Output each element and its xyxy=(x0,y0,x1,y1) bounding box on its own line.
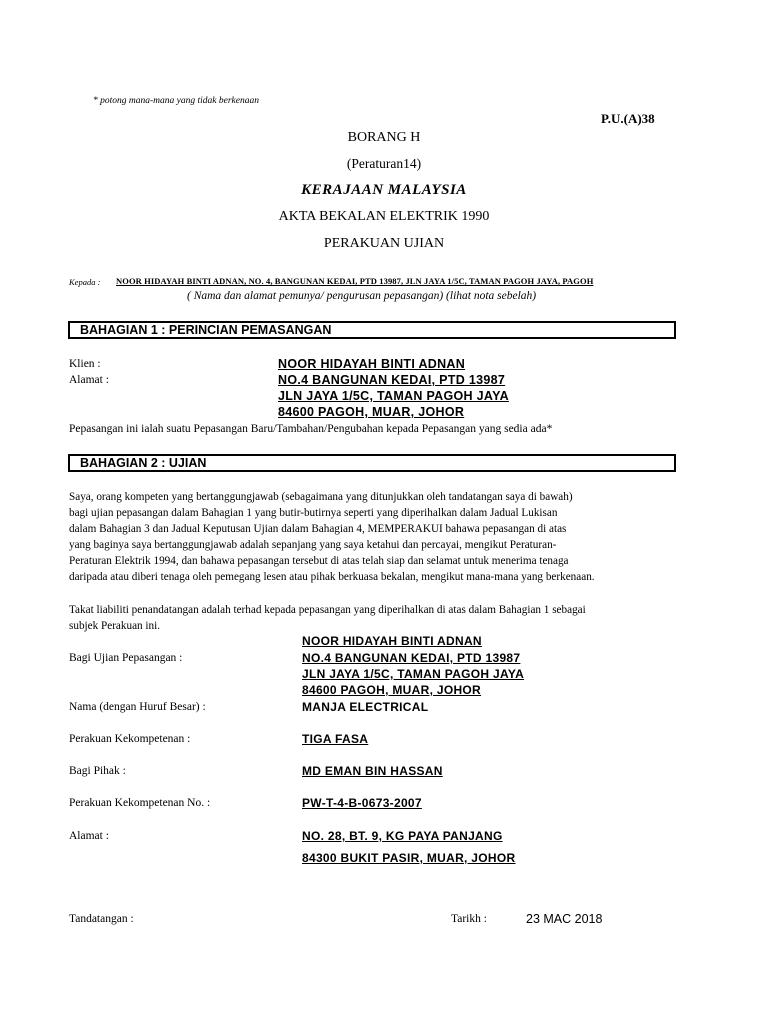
address-line: NO.4 BANGUNAN KEDAI, PTD 13987 xyxy=(278,373,506,387)
alamat-line: NO. 28, BT. 9, KG PAYA PANJANG xyxy=(302,829,503,843)
kepada-label: Kepada : xyxy=(69,277,101,287)
paragraph-line: Peraturan Elektrik 1994, dan bahawa pepasangan tersebut di atas telah siap dan selamat untuk menerima tenaga xyxy=(69,555,569,567)
form-title: BORANG H xyxy=(347,130,421,145)
address-line: 84600 PAGOH, MUAR, JOHOR xyxy=(278,405,465,419)
paragraph-line: subjek Perakuan ini. xyxy=(69,620,161,632)
kepada-value: NOOR HIDAYAH BINTI ADNAN, NO. 4, BANGUNAN KEDAI, PTD 13987, JLN JAYA 1/5C, TAMAN PAGOH JAYA, PAGOH xyxy=(116,276,594,286)
paragraph-line: dalam Bahagian 3 dan Jadual Keputusan Ujian dalam Bahagian 4, MEMPERAKUI bahawa pepasangan di atas xyxy=(69,523,567,535)
government-heading: KERAJAAN MALAYSIA xyxy=(301,182,467,198)
paragraph-line: daripada atau diberi tenaga oleh pemegang lesen atau pihak berkuasa bekalan, mengikut mana-mana yang berkenaan. xyxy=(69,571,595,583)
address-line: JLN JAYA 1/5C, TAMAN PAGOH JAYA xyxy=(278,389,509,403)
section-1-header: BAHAGIAN 1 : PERINCIAN PEMASANGAN xyxy=(68,321,676,339)
kompetensi-no-label: Perakuan Kekompetenan No. : xyxy=(69,797,211,809)
alamat-label: Alamat : xyxy=(69,374,109,386)
alamat-line: 84300 BUKIT PASIR, MUAR, JOHOR xyxy=(302,851,516,865)
tarikh-value: 23 MAC 2018 xyxy=(526,912,603,926)
section-2-header: BAHAGIAN 2 : UJIAN xyxy=(68,454,676,472)
paragraph-line: Saya, orang kompeten yang bertanggungjawab (sebagaimana yang ditunjukkan oleh tandatangan saya di bawah) xyxy=(69,491,573,503)
paragraph-line: Takat liabiliti penandatangan adalah terhad kepada pepasangan yang diperihalkan di atas dalam Bahagian 1 sebagai xyxy=(69,604,586,616)
act-heading: AKTA BEKALAN ELEKTRIK 1990 xyxy=(278,209,490,224)
klien-label: Klien : xyxy=(69,358,101,370)
paragraph-line: bagi ujian pepasangan dalam Bahagian 1 yang butir-butirnya seperti yang diperihalkan dalam Jadual Lukisan xyxy=(69,507,558,519)
tandatangan-label: Tandatangan : xyxy=(69,913,134,925)
pihak-value: MD EMAN BIN HASSAN xyxy=(302,764,443,778)
certificate-heading: PERAKUAN UJIAN xyxy=(323,236,445,251)
nama-label: Nama (dengan Huruf Besar) : xyxy=(69,701,206,713)
bagi-ujian-line: NOOR HIDAYAH BINTI ADNAN xyxy=(302,634,482,648)
strike-out-note: * potong mana-mana yang tidak berkenaan xyxy=(93,96,259,106)
kompetensi-value: TIGA FASA xyxy=(302,732,369,746)
bagi-ujian-line: NO.4 BANGUNAN KEDAI, PTD 13987 xyxy=(302,651,521,665)
nama-value: MANJA ELECTRICAL xyxy=(302,700,429,714)
paragraph-line: yang baginya saya bertanggungjawab adalah sepanjang yang saya ketahui dan percayai, mengikut Peraturan- xyxy=(69,539,557,551)
installation-statement: Pepasangan ini ialah suatu Pepasangan Baru/Tambahan/Pengubahan kepada Pepasangan yang sedia ada* xyxy=(69,423,553,435)
kompetensi-label: Perakuan Kekompetenan : xyxy=(69,733,191,745)
kompetensi-no-value: PW-T-4-B-0673-2007 xyxy=(302,796,422,810)
pihak-label: Bagi Pihak : xyxy=(69,765,126,777)
klien-value: NOOR HIDAYAH BINTI ADNAN xyxy=(278,357,466,371)
bagi-ujian-label: Bagi Ujian Pepasangan : xyxy=(69,652,183,664)
tarikh-label: Tarikh : xyxy=(451,913,487,925)
pu-reference: P.U.(A)38 xyxy=(601,111,655,126)
alamat-label: Alamat : xyxy=(69,830,109,842)
bagi-ujian-line: JLN JAYA 1/5C, TAMAN PAGOH JAYA xyxy=(302,667,525,681)
regulation-ref: (Peraturan14) xyxy=(346,156,422,171)
kepada-note: ( Nama dan alamat pemunya/ pengurusan pepasangan) (lihat nota sebelah) xyxy=(187,290,537,302)
bagi-ujian-line: 84600 PAGOH, MUAR, JOHOR xyxy=(302,683,482,697)
